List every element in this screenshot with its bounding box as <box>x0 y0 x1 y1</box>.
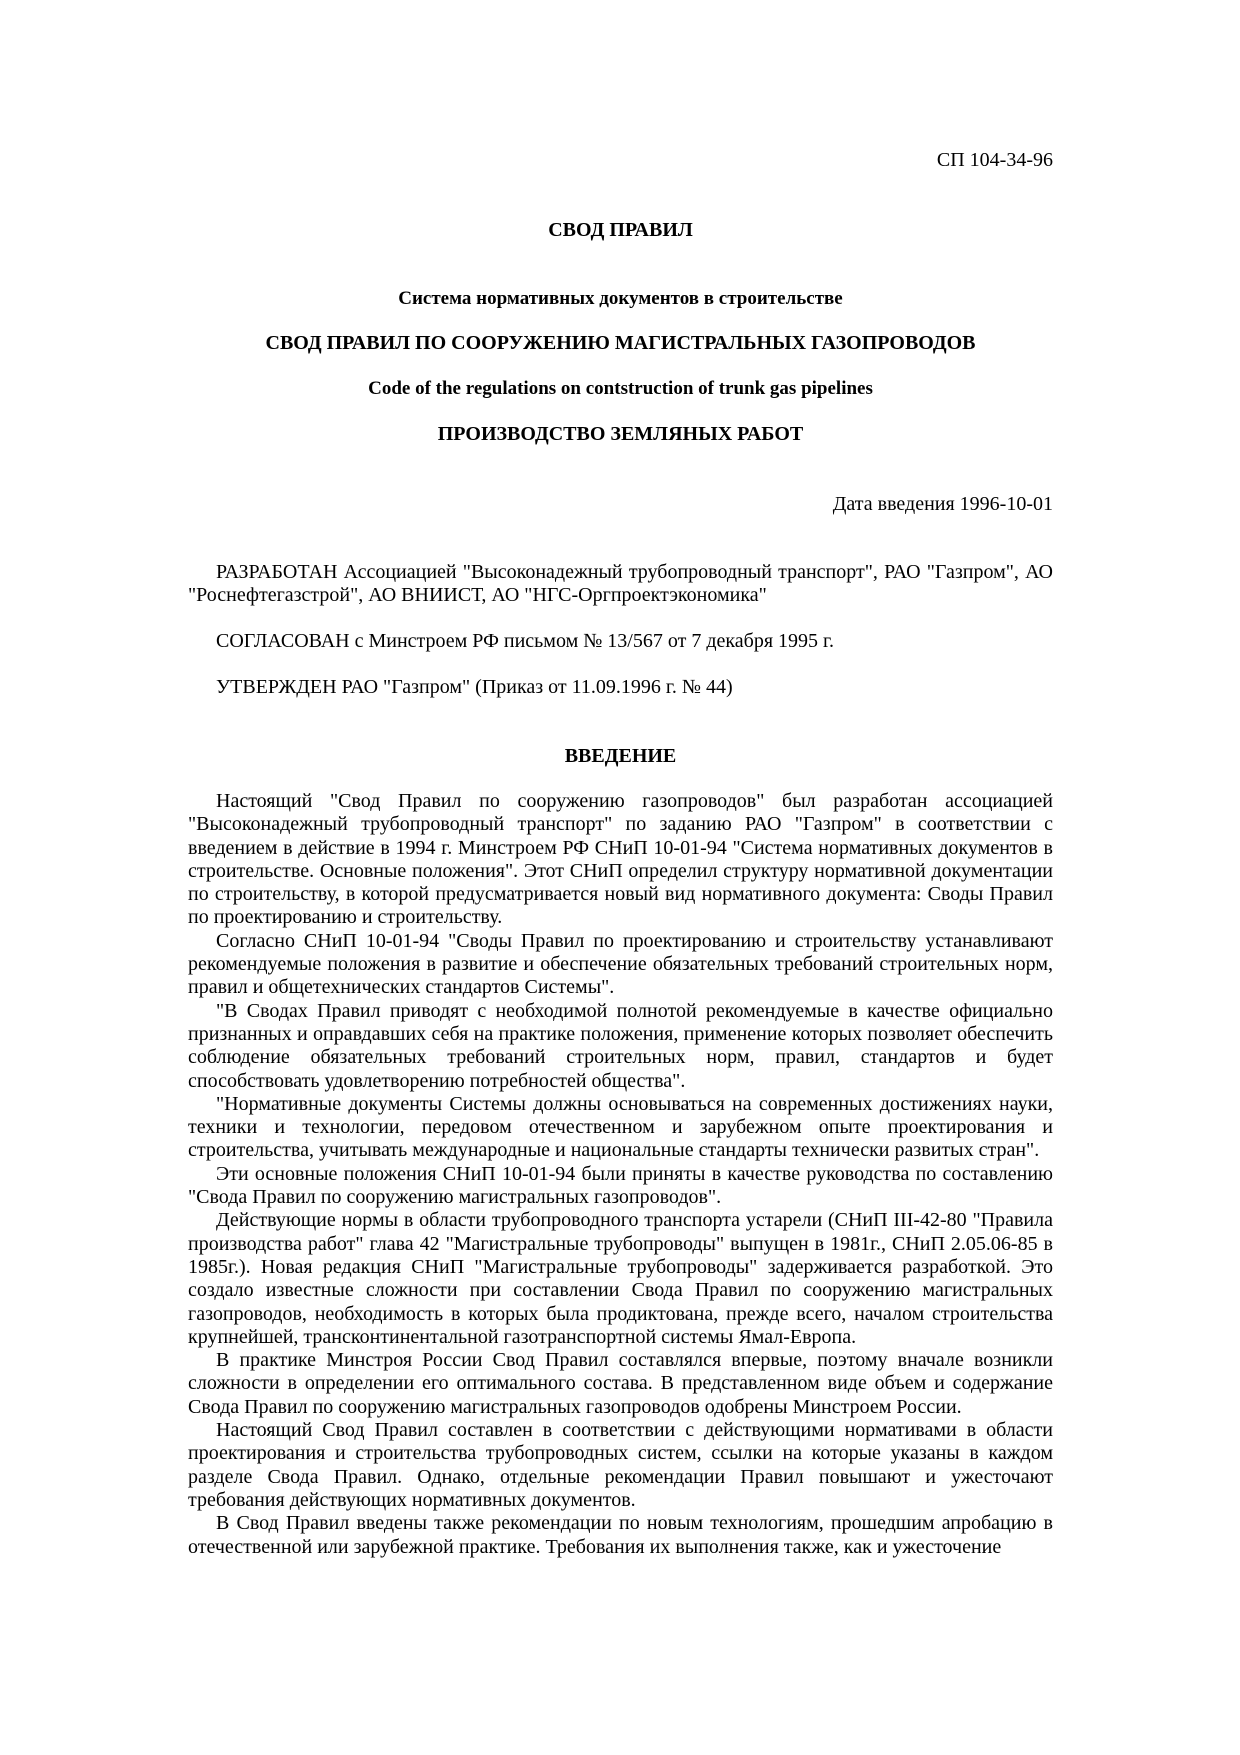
document-subject: ПРОИЗВОДСТВО ЗЕМЛЯНЫХ РАБОТ <box>437 423 804 445</box>
intro-paragraph: Настоящий Свод Правил составлен в соответствии с действующими нормативами в области проектирования и строительства трубопроводных систем, ссылки на которые указаны в каждом разделе Свода Правил. Однако, отдельные рекомендации Правил повышают и ужесточают требования действующих нормативных документов. <box>188 1419 1053 1511</box>
intro-paragraph: Действующие нормы в области трубопроводного транспорта устарели (СНиП III-42-80 "Правила производства работ" глава 42 "Магистральные трубопроводы" выпущен в 1981г., СНиП 2.05.06-85 в 1985г.). Новая редакция СНиП "Магистральные трубопроводы" задерживается разработкой. Это создало известные сложности при составлении Свода Правил по сооружению магистральных газопроводов, необходимость в которых была продиктована, прежде всего, началом строительства крупнейшей, трансконтинентальной газотранспортной системы Ямал-Европа. <box>188 1209 1053 1348</box>
intro-paragraph: "В Сводах Правил приводят с необходимой полнотой рекомендуемые в качестве официально признанных и оправдавших себя на практике положения, применение которых позволяет обеспечить соблюдение обязательных требований строительных норм, правил, стандартов и будет способствовать удовлетворению потребностей общества". <box>188 999 1053 1092</box>
introduction-body <box>188 790 1053 1559</box>
intro-paragraph: В практике Минстроя России Свод Правил составлялся впервые, поэтому вначале возникли сложности в определении его оптимального состава. В представленном виде объем и содержание Свода Правил по сооружению магистральных газопроводов одобрены Минстроем России. <box>188 1349 1053 1418</box>
intro-paragraph: Настоящий "Свод Правил по сооружению газопроводов" был разработан ассоциацией "Высоконадежный трубопроводный транспорт" по заданию РАО "Газпром" в соответствии с введением в действие в 1994 г. Минстроем РФ СНиП 10-01-94 "Система нормативных документов в строительстве. Основные положения". Этот СНиП определил структуру нормативной документации по строительству, в которой предусматривается новый вид нормативного документа: Своды Правил по проектированию и строительству. <box>188 790 1053 929</box>
intro-paragraph: Эти основные положения СНиП 10-01-94 были приняты в качестве руководства по составлению "Свода Правил по сооружению магистральных газопроводов". <box>188 1162 1053 1209</box>
approved-by: УТВЕРЖДЕН РАО "Газпром" (Приказ от 11.09.1996 г. № 44) <box>216 676 733 698</box>
intro-paragraph: "Нормативные документы Системы должны основываться на современных достижениях науки, техники и технологии, передовом отечественном и зарубежном опыте проектирования и строительства, учитывать международные и национальные стандарты технически развитых стран". <box>188 1092 1053 1162</box>
document-code: СП 104-34-96 <box>936 149 1053 171</box>
system-subtitle: Система нормативных документов в строительстве <box>398 288 843 309</box>
document-heading: СВОД ПРАВИЛ <box>548 219 693 241</box>
intro-paragraph: В Свод Правил введены также рекомендации по новым технологиям, прошедшим апробацию в отечественной или зарубежной практике. Требования их выполнения также, как и ужесточение <box>188 1512 1053 1558</box>
intro-paragraph: Согласно СНиП 10-01-94 "Своды Правил по проектированию и строительству устанавливают рекомендуемые положения в развитие и обеспечение обязательных требований строительных норм, правил и общетехнических стандартов Системы". <box>188 929 1053 999</box>
section-heading-introduction: ВВЕДЕНИЕ <box>564 745 677 767</box>
agreed-by: СОГЛАСОВАН с Минстроем РФ письмом № 13/567 от 7 декабря 1995 г. <box>216 630 835 652</box>
effective-date: Дата введения 1996-10-01 <box>832 493 1053 515</box>
document-title-en: Code of the regulations on contstruction of trunk gas pipelines <box>368 378 873 399</box>
developed-by: РАЗРАБОТАН Ассоциацией "Высоконадежный трубопроводный транспорт", РАО "Газпром", АО "Роснефтегазстрой", АО ВНИИСТ, АО "НГС-Оргпроектэкономика" <box>188 561 1053 606</box>
document-title-ru: СВОД ПРАВИЛ ПО СООРУЖЕНИЮ МАГИСТРАЛЬНЫХ ГАЗОПРОВОДОВ <box>265 332 976 354</box>
